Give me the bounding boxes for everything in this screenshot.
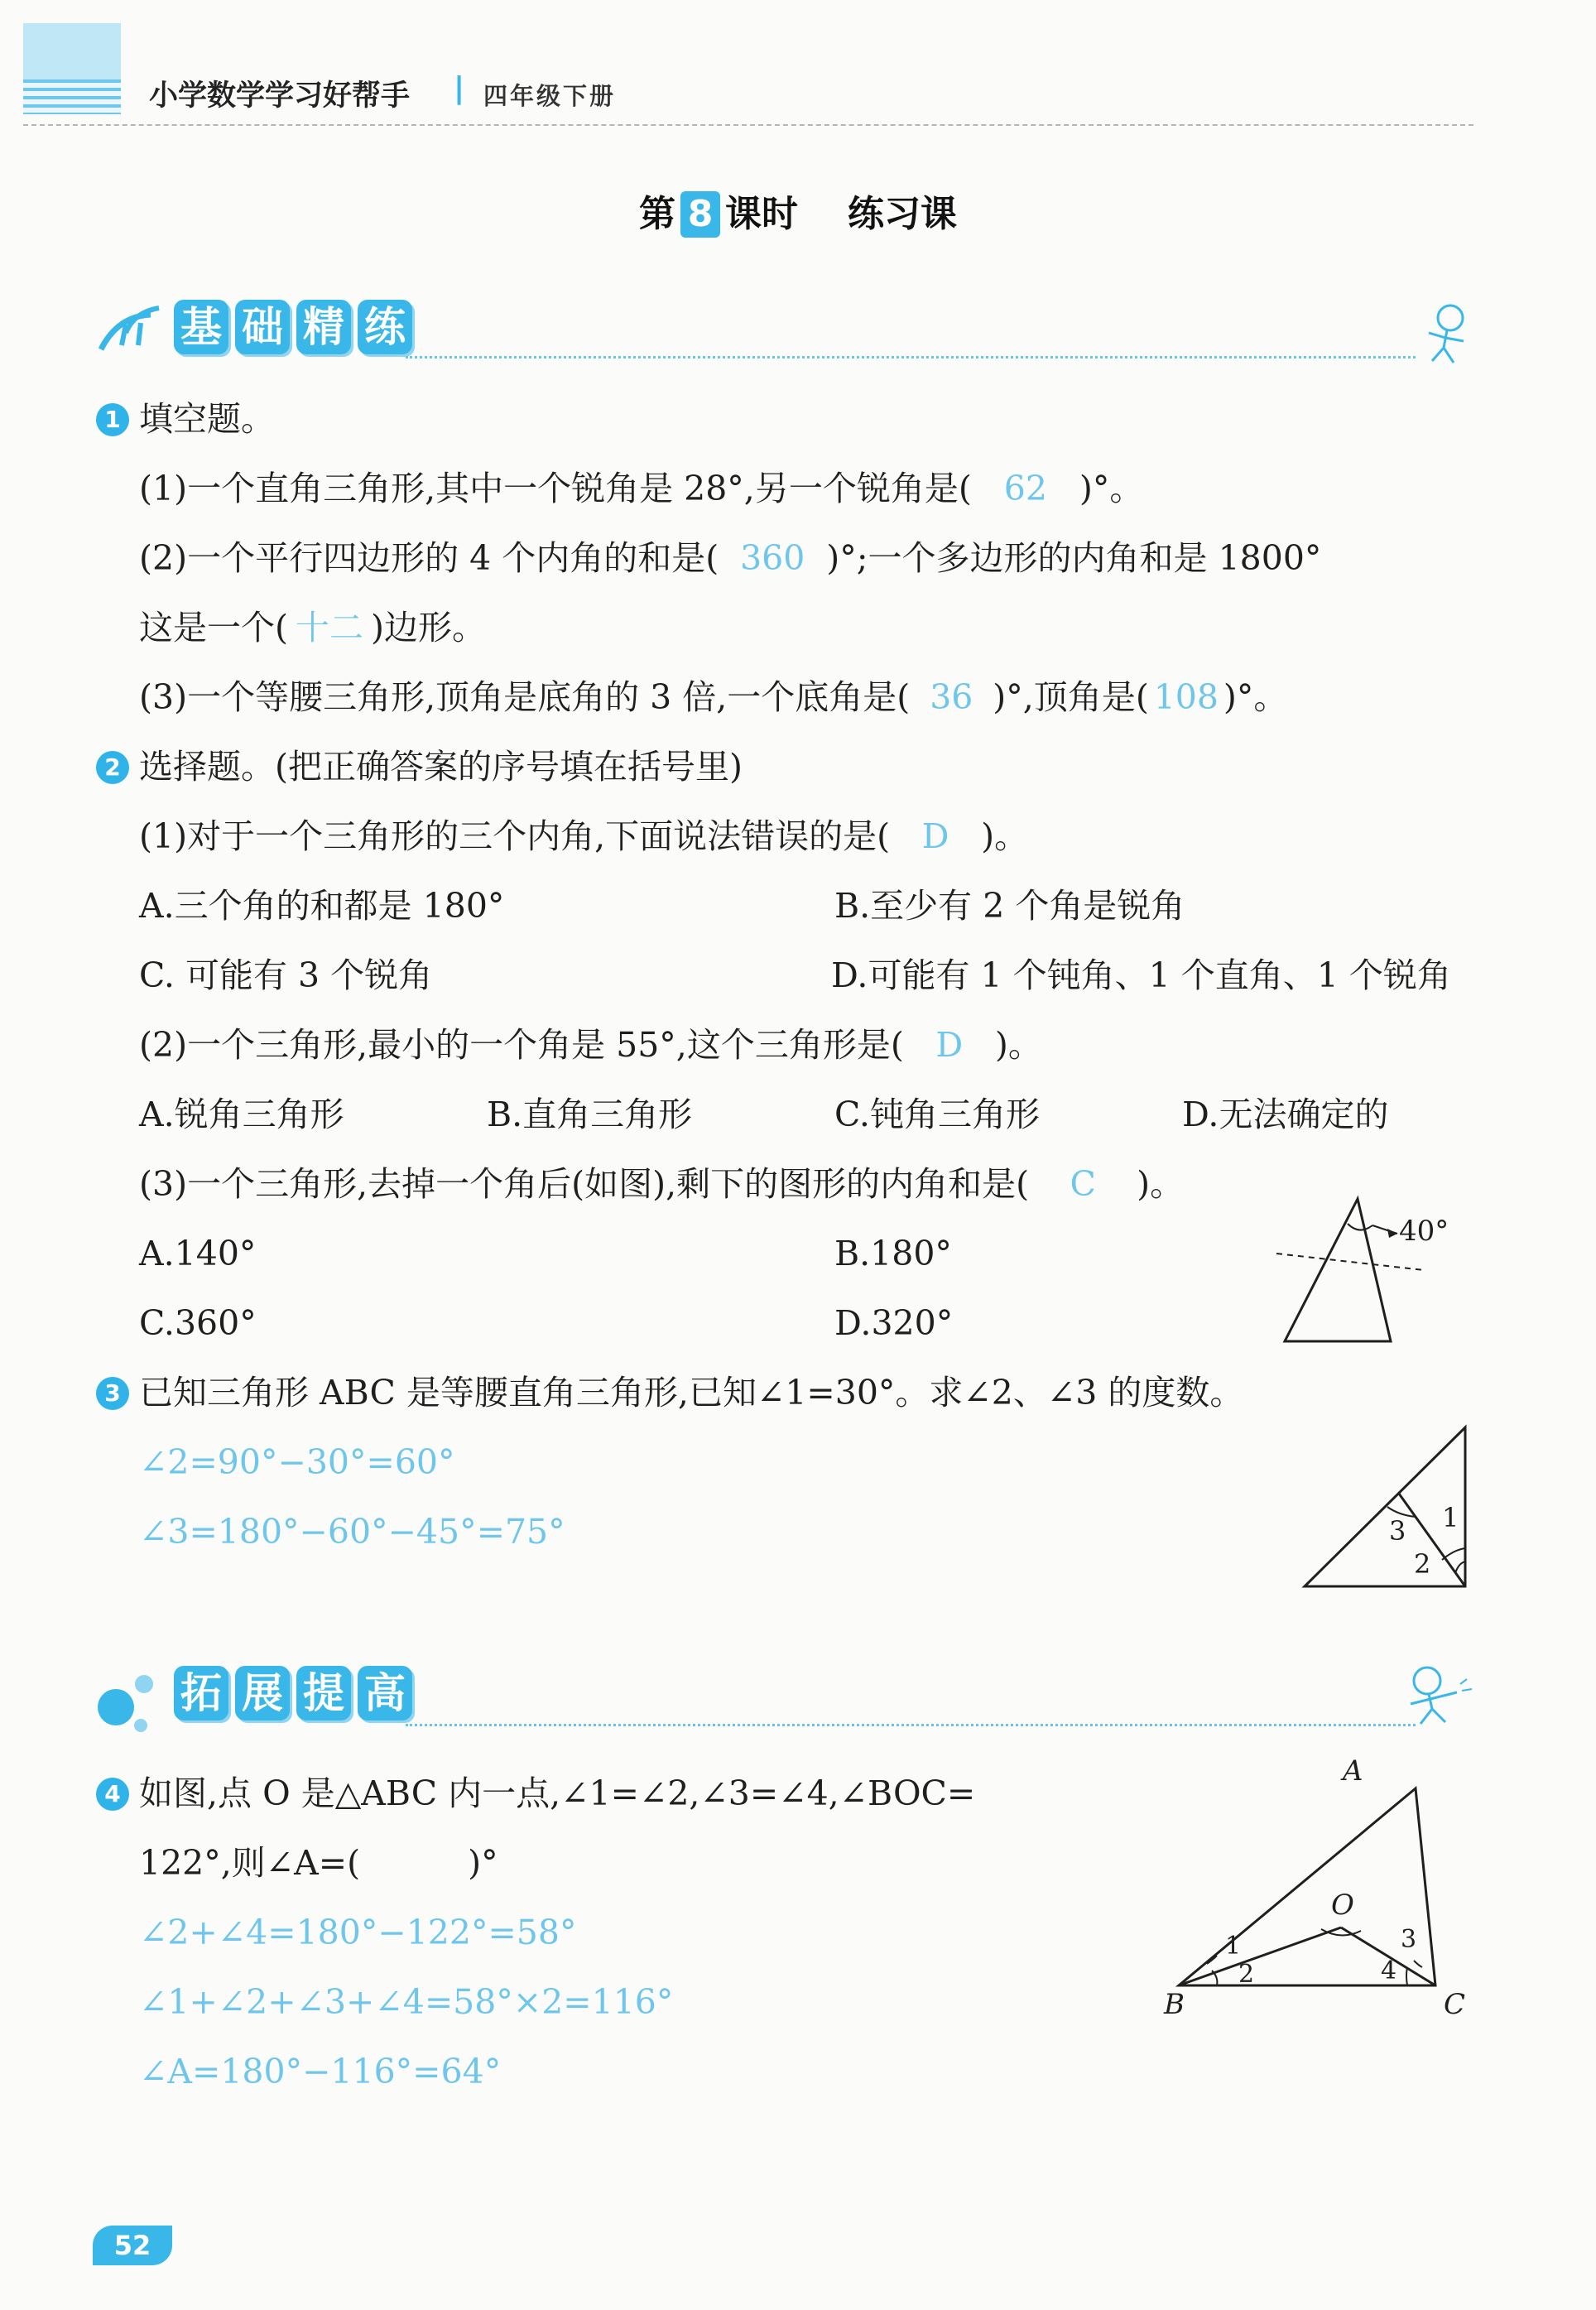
option-text: B.直角三角形	[487, 1095, 693, 1134]
page-number: 52	[93, 2226, 172, 2265]
section-basic-divider	[406, 356, 1416, 359]
q4-text-line1: 如图,点 O 是△ABC 内一点,∠1=∠2,∠3=∠4,∠BOC=	[139, 1773, 976, 1813]
answer-line: ∠2+∠4=180°−122°=58°	[139, 1913, 577, 1952]
angle-label: 2	[1238, 1960, 1255, 1989]
vertex-label: B	[1164, 1988, 1185, 2021]
sprout-icon	[93, 300, 167, 358]
option-text: B.180°	[834, 1234, 952, 1273]
question-number-badge: 1	[96, 403, 129, 436]
option-text: C. 可能有 3 个锐角	[139, 955, 433, 995]
option-text: D.无法确定的	[1182, 1095, 1389, 1134]
q2-title: 选择题。(把正确答案的序号填在括号里)	[139, 747, 743, 787]
option-text: A.140°	[139, 1234, 257, 1273]
option-text: A.锐角三角形	[139, 1095, 344, 1134]
answer-line: ∠1+∠2+∠3+∠4=58°×2=116°	[139, 1982, 674, 2022]
section-advanced-char: 高	[358, 1666, 412, 1720]
vertex-label: O	[1331, 1889, 1354, 1922]
section-advanced-divider	[406, 1724, 1416, 1726]
bubbles-icon	[91, 1666, 174, 1740]
answer-text: 62	[1003, 469, 1047, 508]
header-grade: 四年级下册	[483, 82, 617, 110]
lesson-title	[0, 184, 1596, 238]
angle-label: 3	[1389, 1515, 1406, 1547]
question-number-badge: 4	[96, 1778, 129, 1811]
section-basic-char: 基	[174, 300, 228, 354]
q1-title: 填空题。	[139, 399, 275, 439]
cartoon-kid-icon	[1399, 1656, 1478, 1730]
q1-part3: (3)一个等腰三角形,顶角是底角的 3 倍,一个底角是( 36 )°,顶角是( 108 )°。	[139, 674, 1287, 720]
angle-label: 40°	[1399, 1215, 1449, 1248]
option-text: A.三个角的和都是 180°	[139, 886, 505, 926]
section-advanced-title	[174, 1666, 412, 1720]
answer-text: 十二	[296, 608, 363, 647]
header-divider	[23, 124, 1473, 126]
answer-text: 360	[740, 538, 805, 578]
vertex-label: C	[1444, 1988, 1466, 2021]
angle-label: 4	[1381, 1956, 1397, 1985]
option-text: D.320°	[834, 1303, 954, 1343]
question-number-badge: 3	[96, 1377, 129, 1410]
section-basic-char: 精	[296, 300, 351, 354]
angle-label: 1	[1225, 1932, 1242, 1961]
header-separator: |	[454, 71, 465, 105]
q2-sub3: (3)一个三角形,去掉一个角后(如图),剩下的图形的内角和是( C )。	[139, 1161, 1184, 1207]
angle-label: 3	[1401, 1925, 1417, 1954]
answer-text: 108	[1153, 677, 1219, 717]
option-text: D.可能有 1 个钝角、1 个直角、1 个锐角	[831, 955, 1451, 995]
section-basic-title	[174, 300, 412, 354]
answer-line: ∠A=180°−116°=64°	[139, 2052, 502, 2091]
q1-part1: (1)一个直角三角形,其中一个锐角是 28°,另一个锐角是( 62 )°。	[139, 465, 1143, 512]
q2-sub1: (1)对于一个三角形的三个内角,下面说法错误的是( D )。	[139, 813, 1028, 859]
vertex-label: A	[1343, 1755, 1363, 1788]
right-triangle-figure	[1300, 1424, 1473, 1590]
section-advanced-char: 展	[235, 1666, 290, 1720]
section-advanced-char: 拓	[174, 1666, 228, 1720]
answer-text: D	[921, 816, 949, 856]
header-stripes	[23, 79, 121, 114]
q1-part2: (2)一个平行四边形的 4 个内角的和是( 360 )°;一个多边形的内角和是 1800°	[139, 535, 1321, 581]
angle-label: 1	[1442, 1502, 1459, 1533]
q2-sub2: (2)一个三角形,最小的一个角是 55°,这个三角形是( D )。	[139, 1022, 1042, 1068]
answer-text: D	[935, 1025, 964, 1065]
answer-line: ∠3=180°−60°−45°=75°	[139, 1512, 565, 1552]
option-text: B.至少有 2 个角是锐角	[834, 886, 1185, 926]
section-basic-char: 础	[235, 300, 290, 354]
q1-part2-continued: 这是一个( 十二 )边形。	[139, 604, 486, 651]
cut-triangle-figure	[1275, 1192, 1482, 1350]
question-number-badge: 2	[96, 751, 129, 784]
header-book-title: 小学数学学习好帮手	[149, 79, 411, 113]
lesson-prefix: 第	[639, 193, 675, 235]
angle-label: 2	[1414, 1548, 1431, 1580]
cartoon-kid-icon	[1416, 300, 1478, 368]
q3-text: 已知三角形 ABC 是等腰直角三角形,已知∠1=30°。求∠2、∠3 的度数。	[139, 1373, 1244, 1412]
q4-text-line2: 122°,则∠A=( )°	[139, 1843, 498, 1883]
option-text: C.钝角三角形	[834, 1095, 1040, 1134]
triangle-point-o-figure	[1159, 1755, 1482, 2037]
lesson-name: 练习课	[848, 193, 957, 235]
answer-line: ∠2=90°−30°=60°	[139, 1442, 455, 1482]
lesson-suffix: 课时	[725, 193, 798, 235]
answer-text: 36	[930, 677, 973, 717]
option-text: C.360°	[139, 1303, 257, 1343]
section-basic-char: 练	[358, 300, 412, 354]
answer-text: C	[1070, 1164, 1096, 1204]
lesson-number-badge: 8	[680, 191, 720, 238]
section-advanced-char: 提	[296, 1666, 351, 1720]
